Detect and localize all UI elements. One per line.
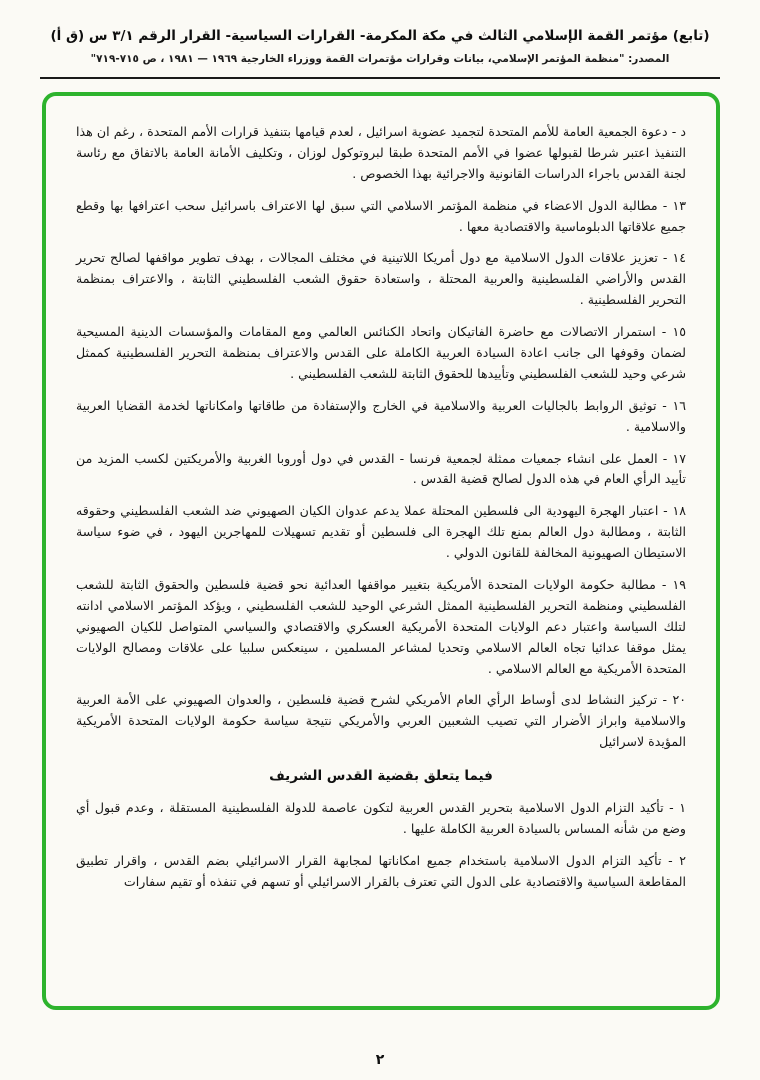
- header-divider: [40, 77, 720, 79]
- section-heading-jerusalem: فيما يتعلق بقضية القدس الشريف: [269, 768, 493, 785]
- resolution-item-d: د - دعوة الجمعية العامة للأمم المتحدة لتجميد عضوية اسرائيل ، لعدم قيامها بتنفيذ قرارات الأمم المتحدة ، رغم ان هذا التنفيذ اعتبر شرطا لقبولها عضوا في الأمم المتحدة طبقا لبروتوكول لوزان ، وتكليف الأمانة العامة بالاتفاق مع رئاسة لجنة القدس باجراء الدراسات القانونية والاجرائية بهذا الخصوص .: [76, 124, 686, 181]
- resolution-item-15: ١٥ - استمرار الاتصالات مع حاضرة الفاتيكان واتحاد الكنائس العالمي ومع المقامات والمؤسسات الدينية المسيحية لضمان وقوفها الى جانب اعادة السيادة العربية الكاملة على القدس والاعتراف بمنظمة التحرير الفلسطينية كممثل شرعي وحيد للشعب الفلسطيني وتأييدها للحقوق الثابتة للشعب الفلسطيني .: [76, 324, 686, 381]
- document-header: [0, 0, 760, 65]
- resolution-item-14: ١٤ - تعزيز علاقات الدول الاسلامية مع دول أمريكا اللاتينية في مختلف المجالات ، بهدف تطوير مواقفها لصالح تحرير القدس والأراضي الفلسطينية والعربية المحتلة ، واستعادة حقوق الشعب الفلسطيني الثابتة ، والاعتراف بمنظمة التحرير الفلسطينية .: [76, 250, 686, 308]
- resolution-item-17: ١٧ - العمل على انشاء جمعيات ممثلة لجمعية فرنسا - القدس في دول أوروبا الغربية والأمريكتين لكسب المزيد من تأييد الرأي العام في هذه الدول لصالح قضية القدس .: [76, 450, 686, 487]
- document-source-line: المصدر: "منظمة المؤتمر الإسلامي، بيانات وقرارات مؤتمرات القمة ووزراء الخارجية ١٩٦٩ — ١٩٨١ ، ص ٧١٥-٧١٩": [90, 53, 670, 65]
- document-title: (تابع) مؤتمر القمة الإسلامي الثالث في مكة المكرمة- القرارات السياسية- القرار الرقم ٣/١ س (ق أ): [50, 28, 710, 44]
- content-frame: [42, 92, 720, 1010]
- page-number: ٢: [375, 1052, 385, 1068]
- resolution-item-16: ١٦ - توثيق الروابط بالجاليات العربية والاسلامية في الخارج والإستفادة من طاقاتها وامكاناتها لخدمة القضايا العربية والاسلامية .: [76, 397, 686, 434]
- jerusalem-item-1: ١ - تأكيد التزام الدول الاسلامية بتحرير القدس العربية لتكون عاصمة للدولة الفلسطينية المستقلة ، وعدم قبول أي وضع من شأنه المساس بالسيادة العربية الكاملة عليها .: [76, 800, 686, 837]
- resolution-item-19: ١٩ - مطالبة حكومة الولايات المتحدة الأمريكية بتغيير مواقفها العدائية نحو قضية فلسطين والحقوق الثابتة للشعب الفلسطيني ومنظمة التحرير الفلسطينية الممثل الشرعي الوحيد للشعب الفلسطيني ، ويؤكد المؤتمر الاسلامي ادانته لتلك السياسة واعتبار دعم الولايات المتحدة الأمريكية العسكري والاقتصادي والسياسي المتواصل للكيان الصهيوني يمثل موقفا عدائيا تجاه العالم الاسلامي وتحديا لمشاعر المسلمين ، سينعكس سلبيا على علاقات ومصالح الولايات المتحدة الأمريكية مع العالم الاسلامي .: [76, 577, 686, 676]
- resolution-item-20: ٢٠ - تركيز النشاط لدى أوساط الرأي العام الأمريكي لشرح قضية فلسطين ، والعدوان الصهيوني على الأمة العربية والاسلامية وابراز الأضرار التي تصيب الشعبين العربي والأمريكي نتيجة سياسة حكومة الولايات المتحدة الأمريكية المؤيدة لاسرائيل: [76, 692, 686, 750]
- jerusalem-item-2: ٢ - تأكيد التزام الدول الاسلامية باستخدام جميع امكاناتها لمجابهة القرار الاسرائيلي بضم القدس ، واقرار تطبيق المقاطعة السياسية والاقتصادية على الدول التي تعترف بالقرار الاسرائيلي أو تسهم في تنفذه أو تقيم سفارات: [76, 852, 686, 889]
- resolution-item-18: ١٨ - اعتبار الهجرة اليهودية الى فلسطين المحتلة عملا يدعم عدوان الكيان الصهيوني ضد الشعب الفلسطيني وحقوقه الثابتة ، ومطالبة دول العالم بمنع تلك الهجرة الى فلسطين أو تقديم تسهيلات للمهاجرين اليهود ، في ضوء سياسة الاستيطان الصهيونية المخالفة للقانون الدولي .: [76, 503, 686, 561]
- resolution-item-13: ١٣ - مطالبة الدول الاعضاء في منظمة المؤتمر الاسلامي التي سبق لها الاعتراف باسرائيل سحب اعترافها بها وقطع جميع علاقاتها الدبلوماسية والاقتصادية معها .: [76, 197, 686, 234]
